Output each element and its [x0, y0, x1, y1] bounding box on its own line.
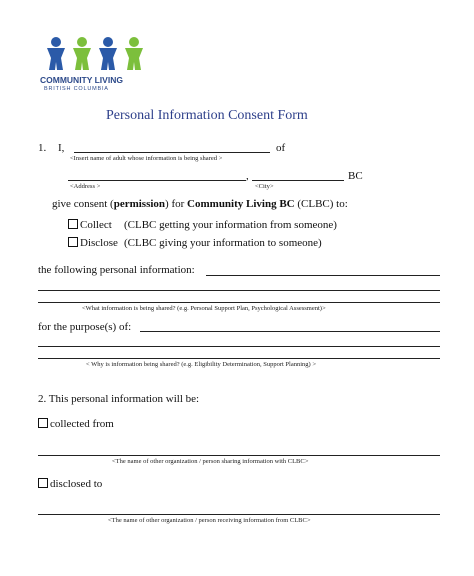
- consent-pre: give consent (: [52, 198, 114, 210]
- section1-number: 1.: [38, 142, 47, 154]
- purpose-field-2[interactable]: [38, 346, 440, 347]
- i-label: I,: [58, 142, 65, 154]
- purpose-label: for the purpose(s) of:: [38, 321, 132, 333]
- collect-label: Collect: [80, 219, 112, 231]
- address-hint: <Address >: [70, 183, 101, 190]
- disclosed-to-option[interactable]: [38, 478, 102, 490]
- city-field[interactable]: [252, 180, 344, 181]
- disclose-description: (CLBC giving your information to someone): [124, 237, 322, 249]
- disclosed-to-hint: <The name of other organization / person receiving information from CLBC>: [108, 517, 311, 524]
- disclosed-to-label: disclosed to: [50, 478, 103, 490]
- of-label: of: [276, 142, 286, 154]
- consent-post: (CLBC) to:: [294, 198, 348, 210]
- figure-2: [73, 37, 91, 70]
- collect-description: (CLBC getting your information from someone): [124, 219, 337, 231]
- name-field[interactable]: [74, 152, 270, 153]
- info-field-2[interactable]: [38, 290, 440, 291]
- section2-heading: 2. This personal information will be:: [38, 393, 200, 405]
- collected-from-label: collected from: [50, 418, 114, 430]
- collected-from-checkbox[interactable]: [38, 418, 48, 428]
- disclose-label: Disclose: [80, 237, 118, 249]
- consent-org: Community Living BC: [187, 198, 295, 210]
- figure-4: [125, 37, 143, 70]
- what-hint: <What information is being shared? (e.g. Personal Support Plan, Psychological Assessment)>: [82, 305, 326, 312]
- disclosed-to-field[interactable]: [38, 514, 440, 515]
- logo-line1: COMMUNITY LIVING: [40, 75, 123, 85]
- disclosed-to-checkbox[interactable]: [38, 478, 48, 488]
- form-title: Personal Information Consent Form: [106, 108, 308, 123]
- collect-option[interactable]: [68, 219, 112, 231]
- logo: [38, 36, 158, 98]
- disclose-option[interactable]: [68, 237, 118, 249]
- collected-from-field[interactable]: [38, 455, 440, 456]
- info-field-1[interactable]: [206, 275, 440, 276]
- following-label: the following personal information:: [38, 264, 195, 276]
- collect-checkbox[interactable]: [68, 219, 78, 229]
- why-hint: < Why is information being shared? (e.g. Eligibility Determination, Support Planning) >: [86, 361, 316, 368]
- bc-label: BC: [348, 170, 363, 182]
- collected-from-hint: <The name of other organization / person sharing information with CLBC>: [112, 458, 309, 465]
- consent-permission: permission: [113, 198, 166, 210]
- purpose-field-3[interactable]: [38, 358, 440, 359]
- logo-line2: BRITISH COLUMBIA: [44, 86, 109, 92]
- info-field-3[interactable]: [38, 302, 440, 303]
- collected-from-option[interactable]: [38, 418, 114, 430]
- figure-1: [47, 37, 65, 70]
- consent-mid: ) for: [165, 198, 188, 210]
- purpose-field-1[interactable]: [140, 331, 440, 332]
- address-separator: ,: [246, 170, 249, 182]
- address-field[interactable]: [68, 180, 246, 181]
- consent-statement: [52, 198, 348, 210]
- figure-3: [99, 37, 117, 70]
- city-hint: <City>: [255, 183, 274, 190]
- disclose-checkbox[interactable]: [68, 237, 78, 247]
- name-hint: <Insert name of adult whose information is being shared >: [70, 155, 223, 162]
- logo-figures-icon: [44, 36, 156, 72]
